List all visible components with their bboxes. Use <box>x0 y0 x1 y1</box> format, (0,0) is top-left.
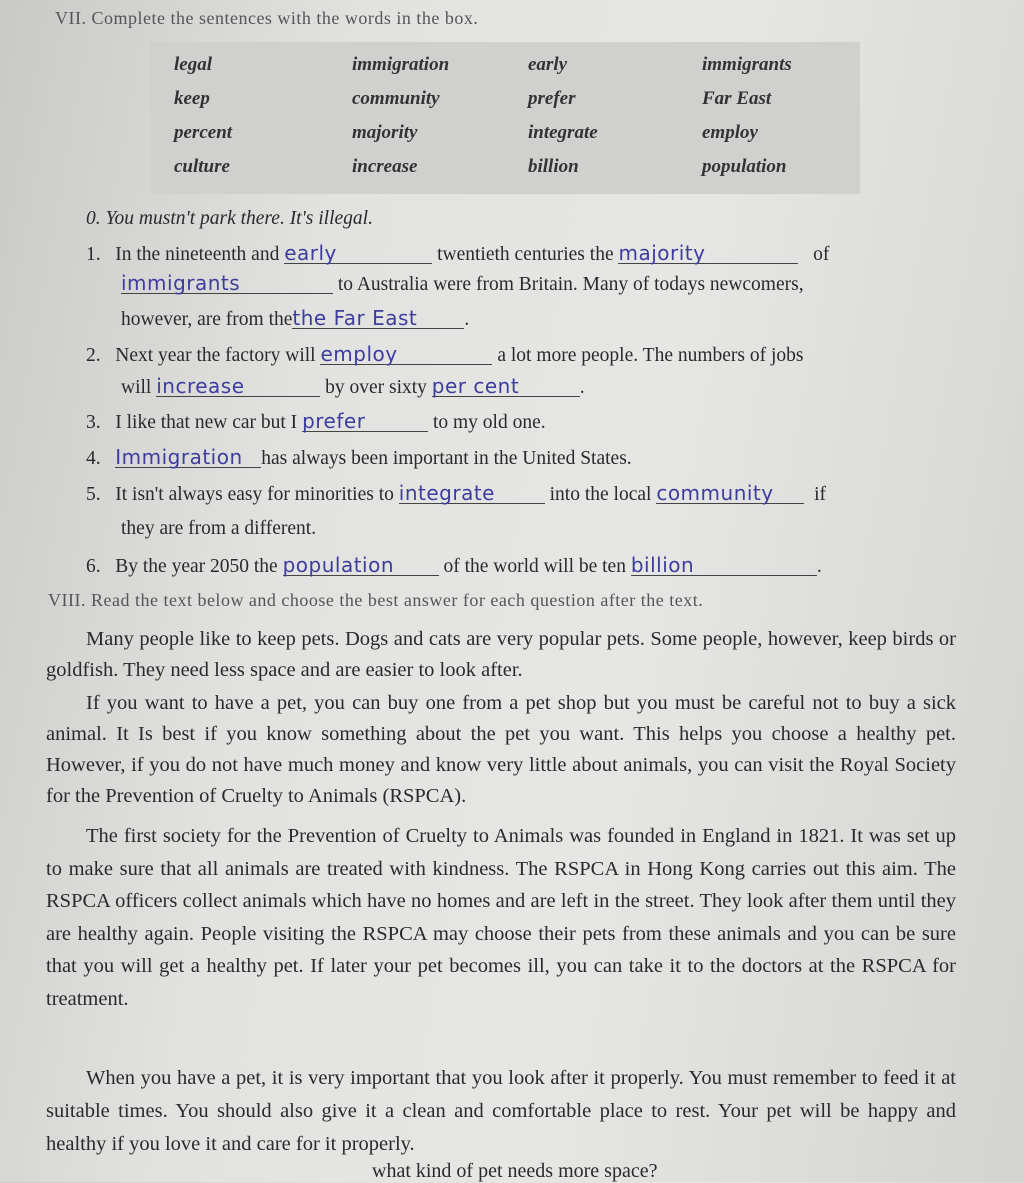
answer-blank[interactable]: population <box>283 555 439 576</box>
answer-blank[interactable]: employ <box>320 344 492 365</box>
paragraph-3 <box>46 820 956 1015</box>
question-1-line-3 <box>121 308 469 331</box>
question-partial: what kind of pet needs more space? <box>372 1160 658 1182</box>
text: a lot more people. The numbers of jobs <box>497 345 804 366</box>
answer-blank[interactable]: billion <box>631 555 817 576</box>
text: if <box>814 484 826 505</box>
answer-blank[interactable]: majority <box>618 243 798 264</box>
text: of the world will be ten <box>443 556 626 577</box>
text: It isn't always easy for minorities to <box>115 484 394 505</box>
text: Next year the factory will <box>115 345 316 366</box>
answer-blank[interactable]: integrate <box>399 483 545 504</box>
paragraph-1 <box>46 624 956 686</box>
text: The first society for the Prevention of Cruelty to Animals was founded in England in 1821. It was set up to make sure that all animals are treated with kindness. The RSPCA in Hong Kong carries out this aim. The RSPCA officers collect animals which have no homes and are left in the street. They look after them until they are healthy again. People visiting the RSPCA may choose their pets from these animals and you can be sure that you will get a healthy pet. If later your pet becomes ill, you can take it to the doctors at the RSPCA for treatment. <box>46 825 956 1010</box>
question-1 <box>86 243 829 266</box>
text: When you have a pet, it is very important that you look after it properly. You must remember to feed it at suitable times. You should also give it a clean and comfortable place to rest. Your pet will be happy and healthy if you love it and care for it properly. <box>46 1067 956 1155</box>
text: In the nineteenth and <box>115 244 280 265</box>
text: Many people like to keep pets. Dogs and cats are very popular pets. Some people, however, keep birds or goldfish. They need less space and are easier to look after. <box>46 628 956 681</box>
word-box-item: population <box>702 156 787 177</box>
text: into the local <box>549 484 652 505</box>
text: twentieth centuries the <box>437 244 614 265</box>
text: . <box>464 309 470 330</box>
word-box-item: community <box>352 88 440 109</box>
question-5-line-2: they are from a different. <box>121 518 317 539</box>
word-box-item: percent <box>174 122 233 143</box>
paragraph-2 <box>46 688 956 812</box>
word-box-item: employ <box>702 122 758 143</box>
word-box-item: early <box>528 54 568 75</box>
text: I like that new car but I <box>115 412 298 433</box>
text: If you want to have a pet, you can buy one from a pet shop but you must be careful not to buy a sick animal. It Is best if you know something about the pet you want. This helps you choose a healthy pet. However, if you do not have much money and know very little about animals, you can visit the Royal Society for the Prevention of Cruelty to Animals (RSPCA). <box>46 692 956 807</box>
paragraph-4 <box>46 1062 956 1161</box>
section-7-heading: VII. Complete the sentences with the words in the box. <box>55 8 479 28</box>
question-6 <box>86 555 822 578</box>
answer-blank[interactable]: immigrants <box>121 273 333 294</box>
q-number: 5. <box>86 484 101 505</box>
q-number: 2. <box>86 345 101 366</box>
text: by over sixty <box>325 377 427 398</box>
answer-blank[interactable]: increase <box>156 376 320 397</box>
text: to my old one. <box>432 412 546 433</box>
word-box-item: culture <box>174 156 230 177</box>
answer-blank[interactable]: the Far East <box>292 308 464 329</box>
q-number: 3. <box>86 412 101 433</box>
q-number: 1. <box>86 244 101 265</box>
text: to Australia were from Britain. Many of todays newcomers, <box>337 274 804 295</box>
text: By the year 2050 the <box>115 556 278 577</box>
word-box-item: Far East <box>702 88 772 109</box>
text: will <box>121 377 152 398</box>
word-box-item: increase <box>352 156 418 177</box>
question-2 <box>86 344 804 367</box>
text: of <box>813 244 830 265</box>
text: has always been important in the United States. <box>261 448 632 469</box>
word-box-item: billion <box>528 156 579 177</box>
word-box <box>150 42 860 194</box>
example-sentence: 0. You mustn't park there. It's illegal. <box>86 208 373 229</box>
question-3 <box>86 411 546 434</box>
answer-blank[interactable]: community <box>656 483 804 504</box>
answer-blank[interactable]: per cent <box>432 376 580 397</box>
word-box-item: keep <box>174 88 210 109</box>
word-box-item: immigration <box>352 54 450 75</box>
question-4 <box>86 447 632 470</box>
answer-blank[interactable]: early <box>284 243 432 264</box>
word-box-item: legal <box>174 54 212 75</box>
word-box-item: immigrants <box>702 54 792 75</box>
text: however, are from the <box>121 309 293 330</box>
question-1-line-2 <box>121 273 804 296</box>
answer-blank[interactable]: prefer <box>302 411 428 432</box>
word-box-item: majority <box>352 122 418 143</box>
question-5 <box>86 483 826 506</box>
word-box-item: prefer <box>528 88 576 109</box>
q-number: 4. <box>86 448 101 469</box>
question-2-line-2 <box>121 376 585 399</box>
section-8-heading: VIII. Read the text below and choose the best answer for each question after the text. <box>48 590 704 610</box>
answer-blank[interactable]: Immigration <box>115 447 261 468</box>
q-number: 6. <box>86 556 101 577</box>
text: . <box>816 556 822 577</box>
word-box-item: integrate <box>528 122 598 143</box>
text: . <box>579 377 585 398</box>
